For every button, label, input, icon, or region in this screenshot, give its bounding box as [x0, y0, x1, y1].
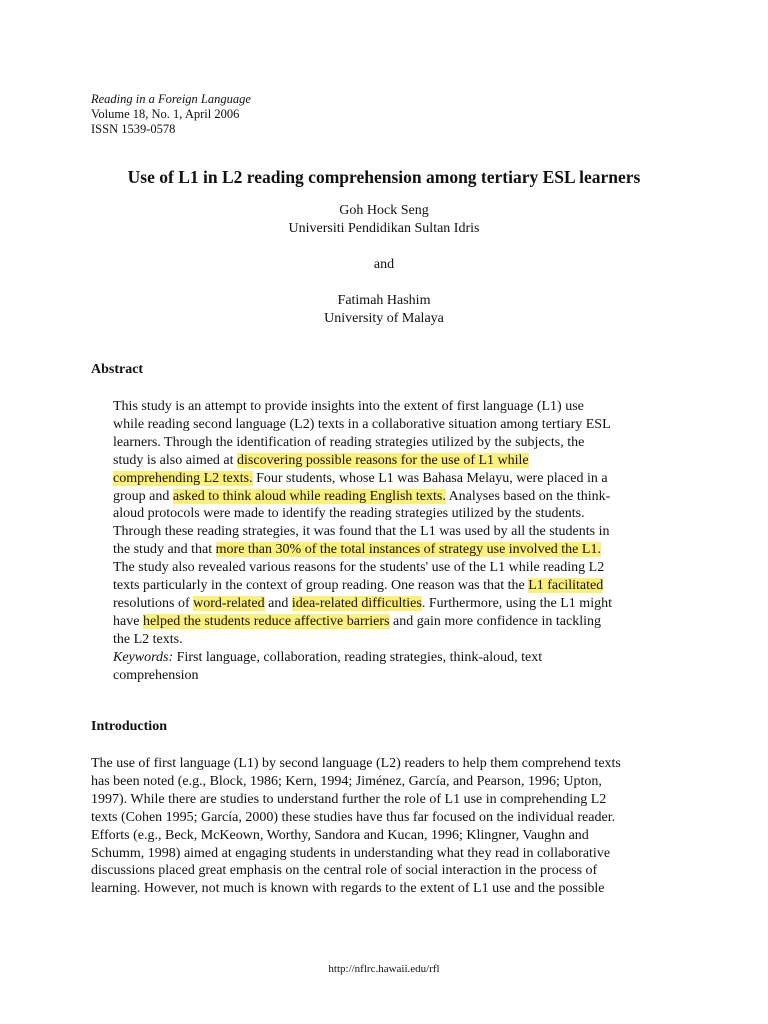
- intro-line: discussions placed great emphasis on the central role of social interaction in the process of: [91, 863, 598, 879]
- abstract-line: aloud protocols were made to identify the reading strategies utilized by the students.: [113, 506, 585, 522]
- highlighted-text: discovering possible reasons for the use of L1 while: [237, 452, 529, 468]
- journal-info: [91, 92, 251, 137]
- abstract-line: The study also revealed various reasons for the students' use of the L1 while reading L2: [113, 560, 605, 576]
- abstract-line: the L2 texts.: [113, 631, 183, 647]
- introduction-heading: Introduction: [91, 719, 167, 734]
- intro-line: 1997). While there are studies to understand further the role of L1 use in comprehending L2: [91, 791, 607, 807]
- abstract-line: while reading second language (L2) texts in a collaborative situation among tertiary ESL: [113, 416, 611, 432]
- intro-line: Schumm, 1998) aimed at engaging students in understanding what they read in collaborative: [91, 845, 611, 861]
- highlighted-text: L1 facilitated: [528, 578, 604, 594]
- abstract-line: the study and that more than 30% of the total instances of strategy use involved the L1.: [113, 542, 601, 558]
- introduction-body: [91, 755, 671, 898]
- highlighted-text: more than 30% of the total instances of strategy use involved the L1.: [215, 542, 601, 558]
- author-affiliation: Universiti Pendidikan Sultan Idris: [288, 221, 480, 236]
- abstract-line: comprehending L2 texts. Four students, whose L1 was Bahasa Melayu, were placed in a: [113, 470, 608, 486]
- highlighted-text: idea-related difficulties: [291, 595, 422, 611]
- paper-title: Use of L1 in L2 reading comprehension among tertiary ESL learners: [127, 167, 641, 187]
- intro-line: learning. However, not much is known with regards to the extent of L1 use and the possible: [91, 881, 605, 897]
- highlighted-text: word-related: [193, 595, 265, 611]
- keywords-text: comprehension: [113, 667, 199, 683]
- intro-line: Efforts (e.g., Beck, McKeown, Worthy, Sandora and Kucan, 1996; Klingner, Vaughn and: [91, 827, 589, 843]
- journal-name: Reading in a Foreign Language: [91, 92, 251, 106]
- author-conjunction: and: [373, 257, 395, 272]
- author-affiliation: University of Malaya: [324, 311, 444, 326]
- abstract-line: This study is an attempt to provide insights into the extent of first language (L1) use: [113, 399, 584, 414]
- highlighted-text: asked to think aloud while reading English texts.: [172, 488, 446, 504]
- abstract-line: have helped the students reduce affective barriers and gain more confidence in tackling: [113, 613, 601, 629]
- author-block: [0, 202, 768, 328]
- abstract-line: resolutions of word-related and idea-related difficulties. Furthermore, using the L1 might: [113, 595, 612, 611]
- keywords-text: First language, collaboration, reading strategies, think-aloud, text: [173, 649, 543, 665]
- intro-line: has been noted (e.g., Block, 1986; Kern, 1994; Jiménez, García, and Pearson, 1996; Upton,: [91, 773, 602, 789]
- abstract-line: learners. Through the identification of reading strategies utilized by the subjects, the: [113, 434, 585, 450]
- abstract-line: group and asked to think aloud while reading English texts. Analyses based on the think-: [113, 488, 611, 504]
- footer-url[interactable]: http://nflrc.hawaii.edu/rfl: [328, 963, 440, 975]
- abstract-body: [113, 398, 673, 685]
- keywords-label: Keywords:: [113, 649, 174, 665]
- abstract-line: Through these reading strategies, it was found that the L1 was used by all the students in: [113, 524, 610, 540]
- intro-line: texts (Cohen 1995; García, 2000) these studies have thus far focused on the individual reader.: [91, 809, 616, 825]
- author-name: Fatimah Hashim: [337, 293, 431, 308]
- highlighted-text: comprehending L2 texts.: [113, 470, 253, 486]
- keywords-line: [113, 667, 673, 685]
- intro-line: The use of first language (L1) by second language (L2) readers to help them comprehend texts: [91, 756, 621, 771]
- abstract-line: study is also aimed at discovering possible reasons for the use of L1 while: [113, 452, 529, 468]
- author-name: Goh Hock Seng: [339, 203, 429, 218]
- abstract-line: texts particularly in the context of group reading. One reason was that the L1 facilitated: [113, 578, 604, 594]
- abstract-heading: Abstract: [91, 362, 144, 377]
- journal-volume: Volume 18, No. 1, April 2006: [91, 107, 240, 121]
- keywords-line: [113, 649, 673, 667]
- journal-issn: ISSN 1539-0578: [91, 122, 176, 136]
- highlighted-text: helped the students reduce affective barriers: [142, 613, 390, 629]
